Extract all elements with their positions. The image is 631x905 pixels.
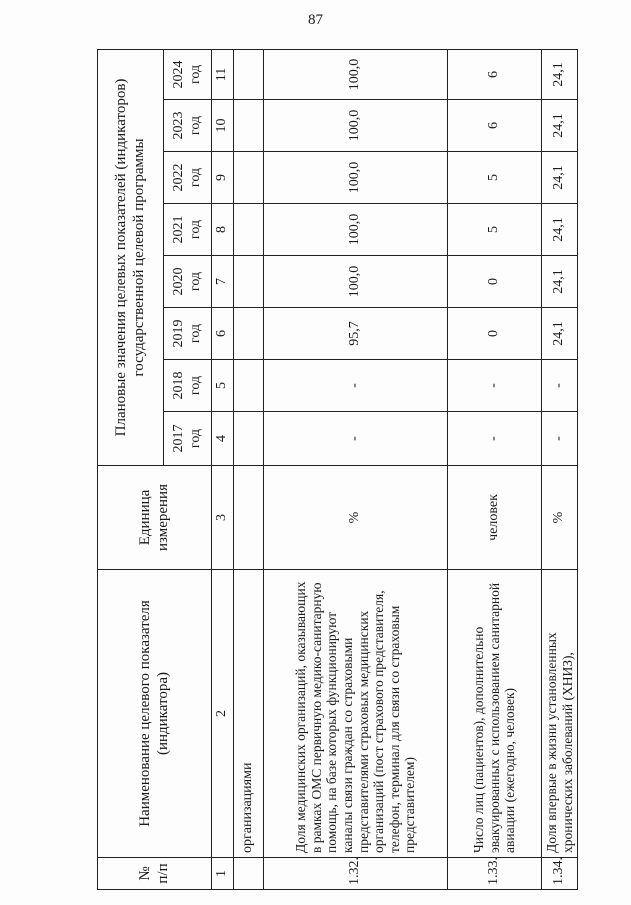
row-value: 6 xyxy=(448,100,542,152)
row-value: 24,1 xyxy=(542,204,578,256)
col-number: 7 xyxy=(212,256,234,308)
row-value: 24,1 xyxy=(542,256,578,308)
header-year: 2022 год xyxy=(164,152,212,204)
row-value: 5 xyxy=(448,204,542,256)
col-number: 6 xyxy=(212,308,234,360)
header-year: 2020 год xyxy=(164,256,212,308)
row-value: 5 xyxy=(448,152,542,204)
header-year: 2021 год xyxy=(164,204,212,256)
row-unit: % xyxy=(264,466,448,570)
header-year: 2023 год xyxy=(164,100,212,152)
row-name: Доля медицинских организаций, оказывающих в рамках ОМС первичную медико-санитарную помощь, на базе которых функционируют каналы связи граждан со страховыми представителями страховых медицинских организаций (пост страхового представителя, телефон, терминал для связи со страховым представителем) xyxy=(264,570,448,858)
header-year: 2024 год xyxy=(164,49,212,99)
row-value: 24,1 xyxy=(542,100,578,152)
col-number: 8 xyxy=(212,204,234,256)
col-number: 9 xyxy=(212,152,234,204)
column-number-row xyxy=(212,49,234,889)
col-number: 5 xyxy=(212,360,234,412)
table-row xyxy=(264,49,448,889)
row-value: 24,1 xyxy=(542,49,578,99)
page-number: 87 xyxy=(308,12,323,28)
table-row xyxy=(234,49,264,889)
row-value: 6 xyxy=(448,49,542,99)
row-value: - xyxy=(264,360,448,412)
row-value: 100,0 xyxy=(264,204,448,256)
row-unit xyxy=(234,466,264,570)
col-number: 1 xyxy=(212,858,234,890)
row-name: Число лиц (пациентов), дополнительно эвакуированных с использованием санитарной авиации (ежегодно, человек) xyxy=(448,570,542,858)
row-value xyxy=(234,100,264,152)
row-value xyxy=(234,360,264,412)
row-value xyxy=(234,412,264,466)
row-value: - xyxy=(542,360,578,412)
col-number: 3 xyxy=(212,466,234,570)
rotated-table-wrapper xyxy=(97,50,577,890)
row-value xyxy=(234,256,264,308)
indicators-table xyxy=(97,49,578,890)
row-value: 100,0 xyxy=(264,100,448,152)
table-row xyxy=(448,49,542,889)
row-name: Доля впервые в жизни установленных хронических заболеваний (ХНИЗ), xyxy=(542,570,578,858)
row-num: 1.33. xyxy=(448,858,542,890)
header-year: 2019 год xyxy=(164,308,212,360)
col-number: 10 xyxy=(212,100,234,152)
row-value: 95,7 xyxy=(264,308,448,360)
row-value: 100,0 xyxy=(264,49,448,99)
col-number: 4 xyxy=(212,412,234,466)
col-number: 2 xyxy=(212,570,234,858)
row-value: - xyxy=(448,360,542,412)
row-value: - xyxy=(264,412,448,466)
row-value xyxy=(234,204,264,256)
table-row xyxy=(542,49,578,889)
header-plan: Плановые значения целевых показателей (индикаторов) государственной целевой программы xyxy=(98,49,164,465)
row-unit: человек xyxy=(448,466,542,570)
row-value: 24,1 xyxy=(542,308,578,360)
row-value: 0 xyxy=(448,308,542,360)
row-value: 0 xyxy=(448,256,542,308)
row-name: организациями xyxy=(234,570,264,858)
header-year: 2017 год xyxy=(164,412,212,466)
row-value: 24,1 xyxy=(542,152,578,204)
row-value: 100,0 xyxy=(264,256,448,308)
row-num: 1.34. xyxy=(542,858,578,890)
header-name: Наименование целевого показателя (индикатора) xyxy=(98,570,212,858)
row-value xyxy=(234,152,264,204)
row-value: - xyxy=(542,412,578,466)
row-value: 100,0 xyxy=(264,152,448,204)
header-year: 2018 год xyxy=(164,360,212,412)
row-value xyxy=(234,49,264,99)
header-num: № п/п xyxy=(98,858,212,890)
row-unit: % xyxy=(542,466,578,570)
header-unit: Единица измерения xyxy=(98,466,212,570)
row-value: - xyxy=(448,412,542,466)
col-number: 11 xyxy=(212,49,234,99)
row-num: 1.32. xyxy=(264,858,448,890)
row-value xyxy=(234,308,264,360)
row-num xyxy=(234,858,264,890)
